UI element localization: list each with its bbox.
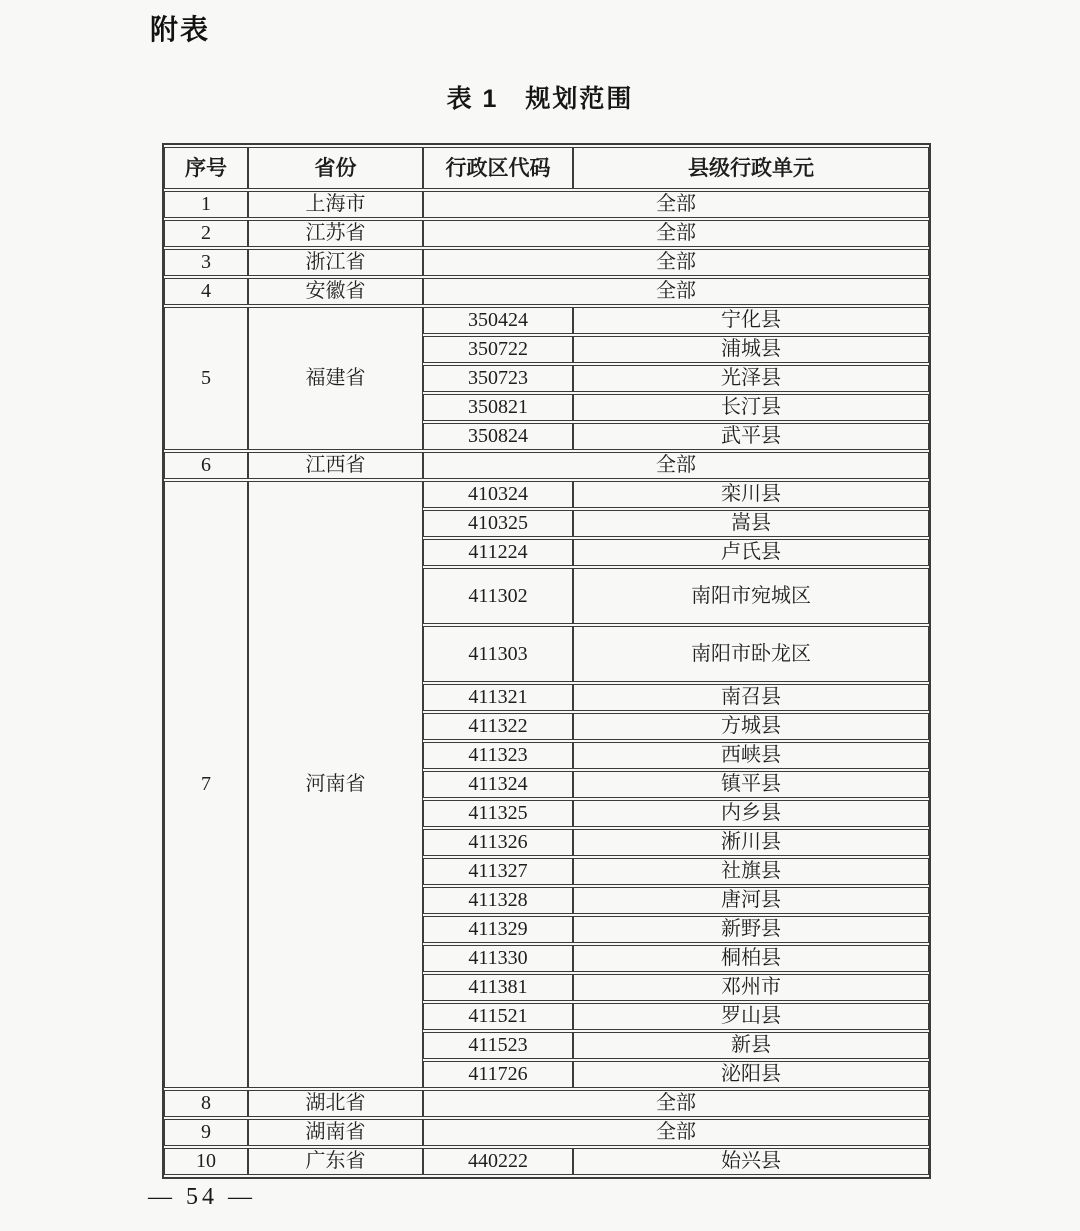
county-unit: 罗山县: [573, 1003, 929, 1030]
county-unit: 始兴县: [573, 1148, 929, 1175]
county-unit: 西峡县: [573, 742, 929, 769]
province-name: 浙江省: [248, 249, 423, 276]
row-no: 8: [164, 1090, 248, 1117]
scope-all: 全部: [423, 191, 929, 218]
row-no: 3: [164, 249, 248, 276]
admin-code: 411322: [423, 713, 573, 740]
admin-code: 350722: [423, 336, 573, 363]
admin-code: 411324: [423, 771, 573, 798]
admin-code: 410325: [423, 510, 573, 537]
county-unit: 新县: [573, 1032, 929, 1059]
county-unit: 镇平县: [573, 771, 929, 798]
table-row: [164, 249, 929, 276]
county-unit: 淅川县: [573, 829, 929, 856]
province-name: 江苏省: [248, 220, 423, 247]
column-header-admin-code: 行政区代码: [423, 147, 573, 189]
province-name: 湖北省: [248, 1090, 423, 1117]
admin-code: 411327: [423, 858, 573, 885]
province-name: 江西省: [248, 452, 423, 479]
table-row: [164, 1148, 929, 1175]
page-number: — 54 —: [148, 1184, 256, 1210]
admin-code: 411323: [423, 742, 573, 769]
county-unit: 浦城县: [573, 336, 929, 363]
county-unit: 南召县: [573, 684, 929, 711]
table-header-row: [164, 147, 929, 189]
county-unit: 长汀县: [573, 394, 929, 421]
row-no: 6: [164, 452, 248, 479]
admin-code: 350824: [423, 423, 573, 450]
admin-code: 411381: [423, 974, 573, 1001]
province-name: 福建省: [248, 307, 423, 450]
county-unit: 栾川县: [573, 481, 929, 508]
page-title: 表 1 规划范围: [446, 85, 634, 113]
county-unit: 泌阳县: [573, 1061, 929, 1088]
admin-code: 411303: [423, 626, 573, 682]
row-no: 5: [164, 307, 248, 450]
table-row: [164, 191, 929, 218]
scope-all: 全部: [423, 1119, 929, 1146]
column-header-no: 序号: [164, 147, 248, 189]
row-no: 10: [164, 1148, 248, 1175]
admin-code: 411302: [423, 568, 573, 624]
county-unit: 社旗县: [573, 858, 929, 885]
table-row: [164, 220, 929, 247]
admin-code: 411321: [423, 684, 573, 711]
row-no: 9: [164, 1119, 248, 1146]
row-no: 1: [164, 191, 248, 218]
table-row: [164, 481, 929, 508]
admin-code: 440222: [423, 1148, 573, 1175]
province-name: 河南省: [248, 481, 423, 1088]
admin-code: 411330: [423, 945, 573, 972]
appendix-label: 附表: [150, 14, 211, 45]
admin-code: 411521: [423, 1003, 573, 1030]
admin-code: 411726: [423, 1061, 573, 1088]
county-unit: 唐河县: [573, 887, 929, 914]
admin-code: 411326: [423, 829, 573, 856]
table-row: [164, 1119, 929, 1146]
row-no: 2: [164, 220, 248, 247]
admin-code: 411224: [423, 539, 573, 566]
column-header-province: 省份: [248, 147, 423, 189]
admin-code: 411328: [423, 887, 573, 914]
province-name: 湖南省: [248, 1119, 423, 1146]
county-unit: 光泽县: [573, 365, 929, 392]
admin-code: 410324: [423, 481, 573, 508]
county-unit: 武平县: [573, 423, 929, 450]
province-name: 广东省: [248, 1148, 423, 1175]
table-row: [164, 278, 929, 305]
admin-code: 350821: [423, 394, 573, 421]
table-row: [164, 307, 929, 334]
province-name: 上海市: [248, 191, 423, 218]
county-unit: 南阳市宛城区: [573, 568, 929, 624]
scope-all: 全部: [423, 452, 929, 479]
admin-code: 411329: [423, 916, 573, 943]
county-unit: 内乡县: [573, 800, 929, 827]
admin-code: 411325: [423, 800, 573, 827]
county-unit: 卢氏县: [573, 539, 929, 566]
county-unit: 邓州市: [573, 974, 929, 1001]
table-row: [164, 1090, 929, 1117]
scope-all: 全部: [423, 220, 929, 247]
county-unit: 新野县: [573, 916, 929, 943]
county-unit: 嵩县: [573, 510, 929, 537]
scope-all: 全部: [423, 249, 929, 276]
admin-code: 411523: [423, 1032, 573, 1059]
column-header-county-unit: 县级行政单元: [573, 147, 929, 189]
table-row: [164, 452, 929, 479]
county-unit: 南阳市卧龙区: [573, 626, 929, 682]
scope-all: 全部: [423, 278, 929, 305]
admin-code: 350424: [423, 307, 573, 334]
admin-code: 350723: [423, 365, 573, 392]
row-no: 4: [164, 278, 248, 305]
province-name: 安徽省: [248, 278, 423, 305]
county-unit: 宁化县: [573, 307, 929, 334]
row-no: 7: [164, 481, 248, 1088]
planning-scope-table: [162, 143, 931, 1179]
county-unit: 方城县: [573, 713, 929, 740]
scope-all: 全部: [423, 1090, 929, 1117]
county-unit: 桐柏县: [573, 945, 929, 972]
